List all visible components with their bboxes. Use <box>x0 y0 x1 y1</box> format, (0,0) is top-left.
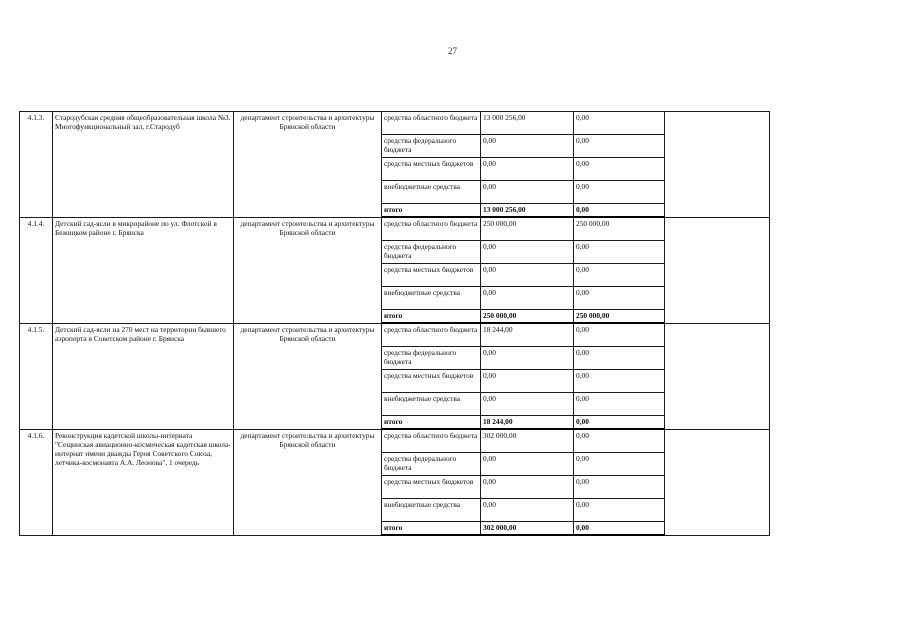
funding-source: средства областного бюджета <box>382 112 481 135</box>
project-name: Детский сад-ясли в микрорайоне по ул. Флотской в Бежицком районе г. Брянска <box>53 217 234 323</box>
funding-source: внебюджетные средства <box>382 499 481 522</box>
project-name: Стародубская средняя общеобразовательная школа №3. Многофункциональный зал, г.Стародуб <box>53 112 234 218</box>
amount-cell: 0,00 <box>481 347 574 370</box>
amount-cell: 0,00 <box>574 204 665 218</box>
amount-cell: 0,00 <box>481 181 574 204</box>
funding-source: внебюджетные средства <box>382 287 481 310</box>
amount-cell: 0,00 <box>574 393 665 416</box>
table-row <box>20 217 770 241</box>
amount-cell: 0,00 <box>574 241 665 264</box>
amount-cell: 0,00 <box>574 499 665 522</box>
amount-cell: 18 244,00 <box>481 323 574 347</box>
responsible-department: департамент строительства и архитектуры Брянской области <box>234 323 382 429</box>
empty-cell <box>665 323 770 429</box>
amount-cell: 0,00 <box>481 241 574 264</box>
funding-source: средства федерального бюджета <box>382 347 481 370</box>
empty-cell <box>665 429 770 535</box>
project-name: Реконструкция кадетской школы-интерната "Сещинская авиационно-космическая кадетская школа-интернат имени дважды Героя Советского Союза, летчика-космонавта А.А. Леонова", 1 очередь <box>53 429 234 535</box>
funding-source: средства областного бюджета <box>382 323 481 347</box>
amount-cell: 0,00 <box>574 370 665 393</box>
empty-cell <box>665 112 770 218</box>
responsible-department: департамент строительства и архитектуры Брянской области <box>234 429 382 535</box>
amount-cell: 250 000,00 <box>574 310 665 324</box>
amount-cell: 0,00 <box>574 429 665 453</box>
amount-cell: 0,00 <box>574 181 665 204</box>
amount-cell: 0,00 <box>574 112 665 135</box>
amount-cell: 0,00 <box>481 264 574 287</box>
funding-source: средства федерального бюджета <box>382 241 481 264</box>
amount-cell: 250 000,00 <box>481 310 574 324</box>
funding-source: средства федерального бюджета <box>382 135 481 158</box>
funding-source: средства областного бюджета <box>382 429 481 453</box>
funding-source: средства местных бюджетов <box>382 476 481 499</box>
page-number: 27 <box>448 46 457 56</box>
amount-cell: 0,00 <box>574 264 665 287</box>
table-row <box>20 323 770 347</box>
funding-source: средства местных бюджетов <box>382 158 481 181</box>
budget-table <box>19 111 770 536</box>
amount-cell: 0,00 <box>481 499 574 522</box>
amount-cell: 0,00 <box>574 287 665 310</box>
funding-source: средства областного бюджета <box>382 217 481 241</box>
item-number: 4.1.5. <box>20 323 53 429</box>
amount-cell: 0,00 <box>481 370 574 393</box>
table-row <box>20 429 770 453</box>
item-number: 4.1.3. <box>20 112 53 218</box>
total-label: итого <box>382 310 481 324</box>
amount-cell: 302 000,00 <box>481 429 574 453</box>
funding-source: внебюджетные средства <box>382 393 481 416</box>
total-label: итого <box>382 522 481 536</box>
amount-cell: 18 244,00 <box>481 416 574 430</box>
amount-cell: 0,00 <box>574 476 665 499</box>
amount-cell: 0,00 <box>574 135 665 158</box>
amount-cell: 0,00 <box>574 416 665 430</box>
amount-cell: 0,00 <box>574 158 665 181</box>
amount-cell: 0,00 <box>574 453 665 476</box>
amount-cell: 0,00 <box>481 393 574 416</box>
funding-source: средства федерального бюджета <box>382 453 481 476</box>
amount-cell: 0,00 <box>481 476 574 499</box>
amount-cell: 250 000,00 <box>574 217 665 241</box>
amount-cell: 13 000 256,00 <box>481 112 574 135</box>
total-label: итого <box>382 204 481 218</box>
funding-source: внебюджетные средства <box>382 181 481 204</box>
table-row <box>20 112 770 135</box>
amount-cell: 13 000 256,00 <box>481 204 574 218</box>
item-number: 4.1.4. <box>20 217 53 323</box>
amount-cell: 0,00 <box>574 323 665 347</box>
empty-cell <box>665 217 770 323</box>
amount-cell: 250 000,00 <box>481 217 574 241</box>
item-number: 4.1.6. <box>20 429 53 535</box>
funding-source: средства местных бюджетов <box>382 370 481 393</box>
responsible-department: департамент строительства и архитектуры Брянской области <box>234 217 382 323</box>
amount-cell: 0,00 <box>481 158 574 181</box>
amount-cell: 302 000,00 <box>481 522 574 536</box>
total-label: итого <box>382 416 481 430</box>
amount-cell: 0,00 <box>574 522 665 536</box>
amount-cell: 0,00 <box>574 347 665 370</box>
responsible-department: департамент строительства и архитектуры Брянской области <box>234 112 382 218</box>
funding-source: средства местных бюджетов <box>382 264 481 287</box>
amount-cell: 0,00 <box>481 453 574 476</box>
amount-cell: 0,00 <box>481 287 574 310</box>
project-name: Детский сад-ясли на 270 мест на территории бывшего аэропорта в Советском районе г. Брянска <box>53 323 234 429</box>
amount-cell: 0,00 <box>481 135 574 158</box>
